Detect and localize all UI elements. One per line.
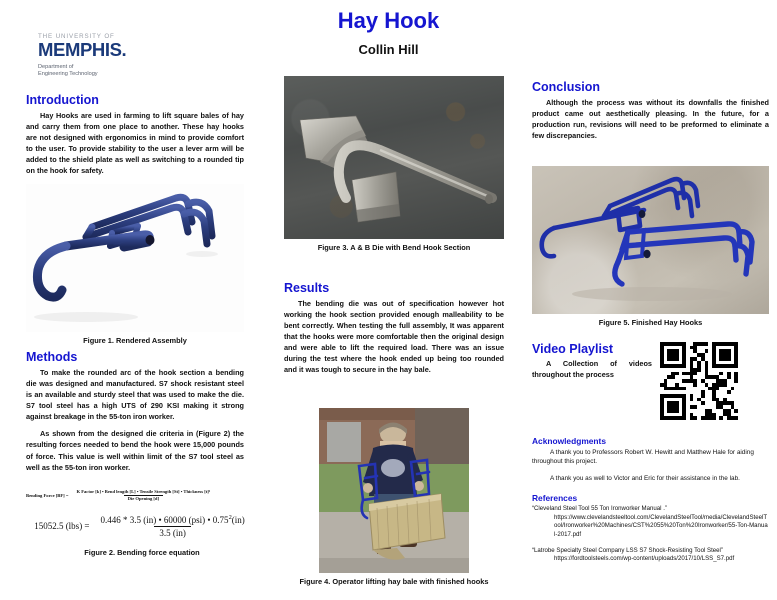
logo-dept-line2: Engineering Technology (38, 71, 98, 78)
rendered-assembly-art (26, 184, 244, 332)
numeric-fraction (96, 514, 250, 538)
bending-force-equation-block (26, 489, 258, 557)
numeric-numerator-exponent: 2 (228, 514, 232, 521)
references-section (532, 493, 769, 564)
symbolic-fraction (72, 489, 214, 501)
results-section (284, 281, 504, 376)
figure1-block (26, 184, 244, 345)
figure1-image (26, 184, 244, 332)
conclusion-paragraph: Although the process was without its downfalls the finished product came out aesthetically pleasing. In the future, for a production run, revisions will need to be preformed to eliminate a few discrepancies. (532, 98, 769, 141)
references-heading: References (532, 493, 578, 503)
figure4-image (319, 408, 469, 573)
reference-citation: “Cleveland Steel Tool 55 Ton Ironworker Manual .” (532, 505, 667, 512)
right-column (532, 0, 769, 600)
operator-lifting-bale-art (319, 408, 469, 573)
page-title: Hay Hook (337, 8, 440, 33)
figure2-caption: Figure 2. Bending force equation (84, 548, 200, 557)
introduction-heading: Introduction (26, 93, 99, 107)
conclusion-section (532, 80, 769, 141)
qr-code-icon[interactable] (660, 342, 738, 420)
results-paragraph: The bending die was out of specification however hot working the hook section provided enough malleability to be bent correctly. When testing the full assembly, It was apparent that the hooks were more comfortable then the original design and were able to lift the required load. There was an issue during the test where the hook ended up being too rounded and it was tough to secure in the hay bale. (284, 299, 504, 375)
symbolic-equation-lhs: Bending Force [BF] = (26, 492, 69, 498)
acknowledgments-paragraph-2: A thank you as well to Victor and Eric for their assistance in the lab. (550, 474, 740, 482)
author-name: Collin Hill (358, 42, 419, 57)
results-heading: Results (284, 281, 330, 295)
reference-citation: “Latrobe Specialty Steel Company LSS S7 Shock-Resisting Tool Steel” (532, 546, 723, 554)
video-playlist-description: A Collection of videos throughout the process (532, 359, 652, 379)
left-column (26, 0, 244, 600)
acknowledgments-heading: Acknowledgments (532, 436, 606, 446)
symbolic-equation (26, 489, 258, 501)
methods-paragraph-2: As shown from the designed die criteria in (Figure 2) the resulting forces needed to bend the hook were 15,000 pounds of force. This value is well within limit of the S7 tool steel as well as the 55-ton iron worker. (26, 429, 244, 472)
numeric-equation-lhs: 15052.5 (lbs) = (34, 521, 90, 531)
finished-hooks-art (532, 166, 769, 314)
logo-wordmark: MEMPHIS. (38, 39, 127, 60)
middle-column (284, 0, 504, 600)
reference-item (532, 547, 769, 564)
methods-section (26, 350, 244, 473)
video-playlist-section (532, 342, 769, 420)
reference-url[interactable]: https://fordtoolsteels.com/wp-content/uploads/2017/10/LSS_S7.pdf (554, 555, 735, 563)
video-playlist-text-wrap (532, 342, 652, 381)
figure5-image (532, 166, 769, 314)
figure4-block (284, 408, 504, 586)
hook-back (542, 179, 698, 256)
symbolic-denominator: Die Opening [d] (124, 495, 163, 502)
acknowledgments-paragraph-1: A thank you to Professors Robert W. Hewitt and Matthew Hale for aiding throughout this project. (532, 449, 754, 466)
introduction-paragraph: Hay Hooks are used in farming to lift square bales of hay and carry them from one place to another. These hay hooks are not designed with ergonomics in mind to provide comfort to the user. To provide stability to the user a lever arm will be added to the shield plate as well as switching to a rounded tip on the hook for safety. (26, 111, 244, 176)
methods-paragraph-1: To make the rounded arc of the hook section a bending die was designed and manufactured. S7 shock resistant steel is an available and sturdy steel that was used to make the die. S7 tool steel has a high UTS of 290 KSI making it strong against breakage in the 55-ton iron worker. (26, 368, 244, 422)
reference-url[interactable]: https://www.clevelandsteeltool.com/ClevelandSteelTool/media/ClevelandSteelTool/Ironworker%20Machines/CST%2055%20Ton%20Ironworker/55-Ton-Manual-2017.pdf (554, 513, 768, 538)
logo-top-line: THE UNIVERSITY OF (38, 33, 115, 40)
numeric-numerator-a: 0.446 * 3.5 (in) • 60000 (psi) • 0.75 (100, 515, 229, 525)
introduction-section (26, 93, 244, 176)
video-playlist-heading: Video Playlist (532, 342, 614, 356)
methods-heading: Methods (26, 350, 78, 364)
figure3-caption: Figure 3. A & B Die with Bend Hook Section (317, 243, 471, 252)
logo-dept-line1: Department of (38, 63, 74, 70)
figure3-block (284, 76, 504, 252)
figure4-caption: Figure 4. Operator lifting hay bale with finished hooks (299, 577, 489, 586)
numeric-numerator-b: (in) (231, 515, 245, 525)
figure5-block (532, 166, 769, 327)
numeric-equation (26, 514, 258, 538)
figure3-image (284, 76, 504, 239)
reference-item (532, 505, 769, 540)
conclusion-heading: Conclusion (532, 80, 601, 94)
numeric-numerator (96, 514, 250, 526)
symbolic-numerator: K Factor [k] • Bend length [L] • Tensile Strength [St] • Thickness [t]² (76, 489, 211, 494)
numeric-denominator: 3.5 (in) (154, 526, 191, 538)
die-and-hook-art (284, 76, 504, 239)
acknowledgments-section (532, 436, 769, 483)
figure5-caption: Figure 5. Finished Hay Hooks (598, 318, 703, 327)
figure1-caption: Figure 1. Rendered Assembly (83, 336, 187, 345)
